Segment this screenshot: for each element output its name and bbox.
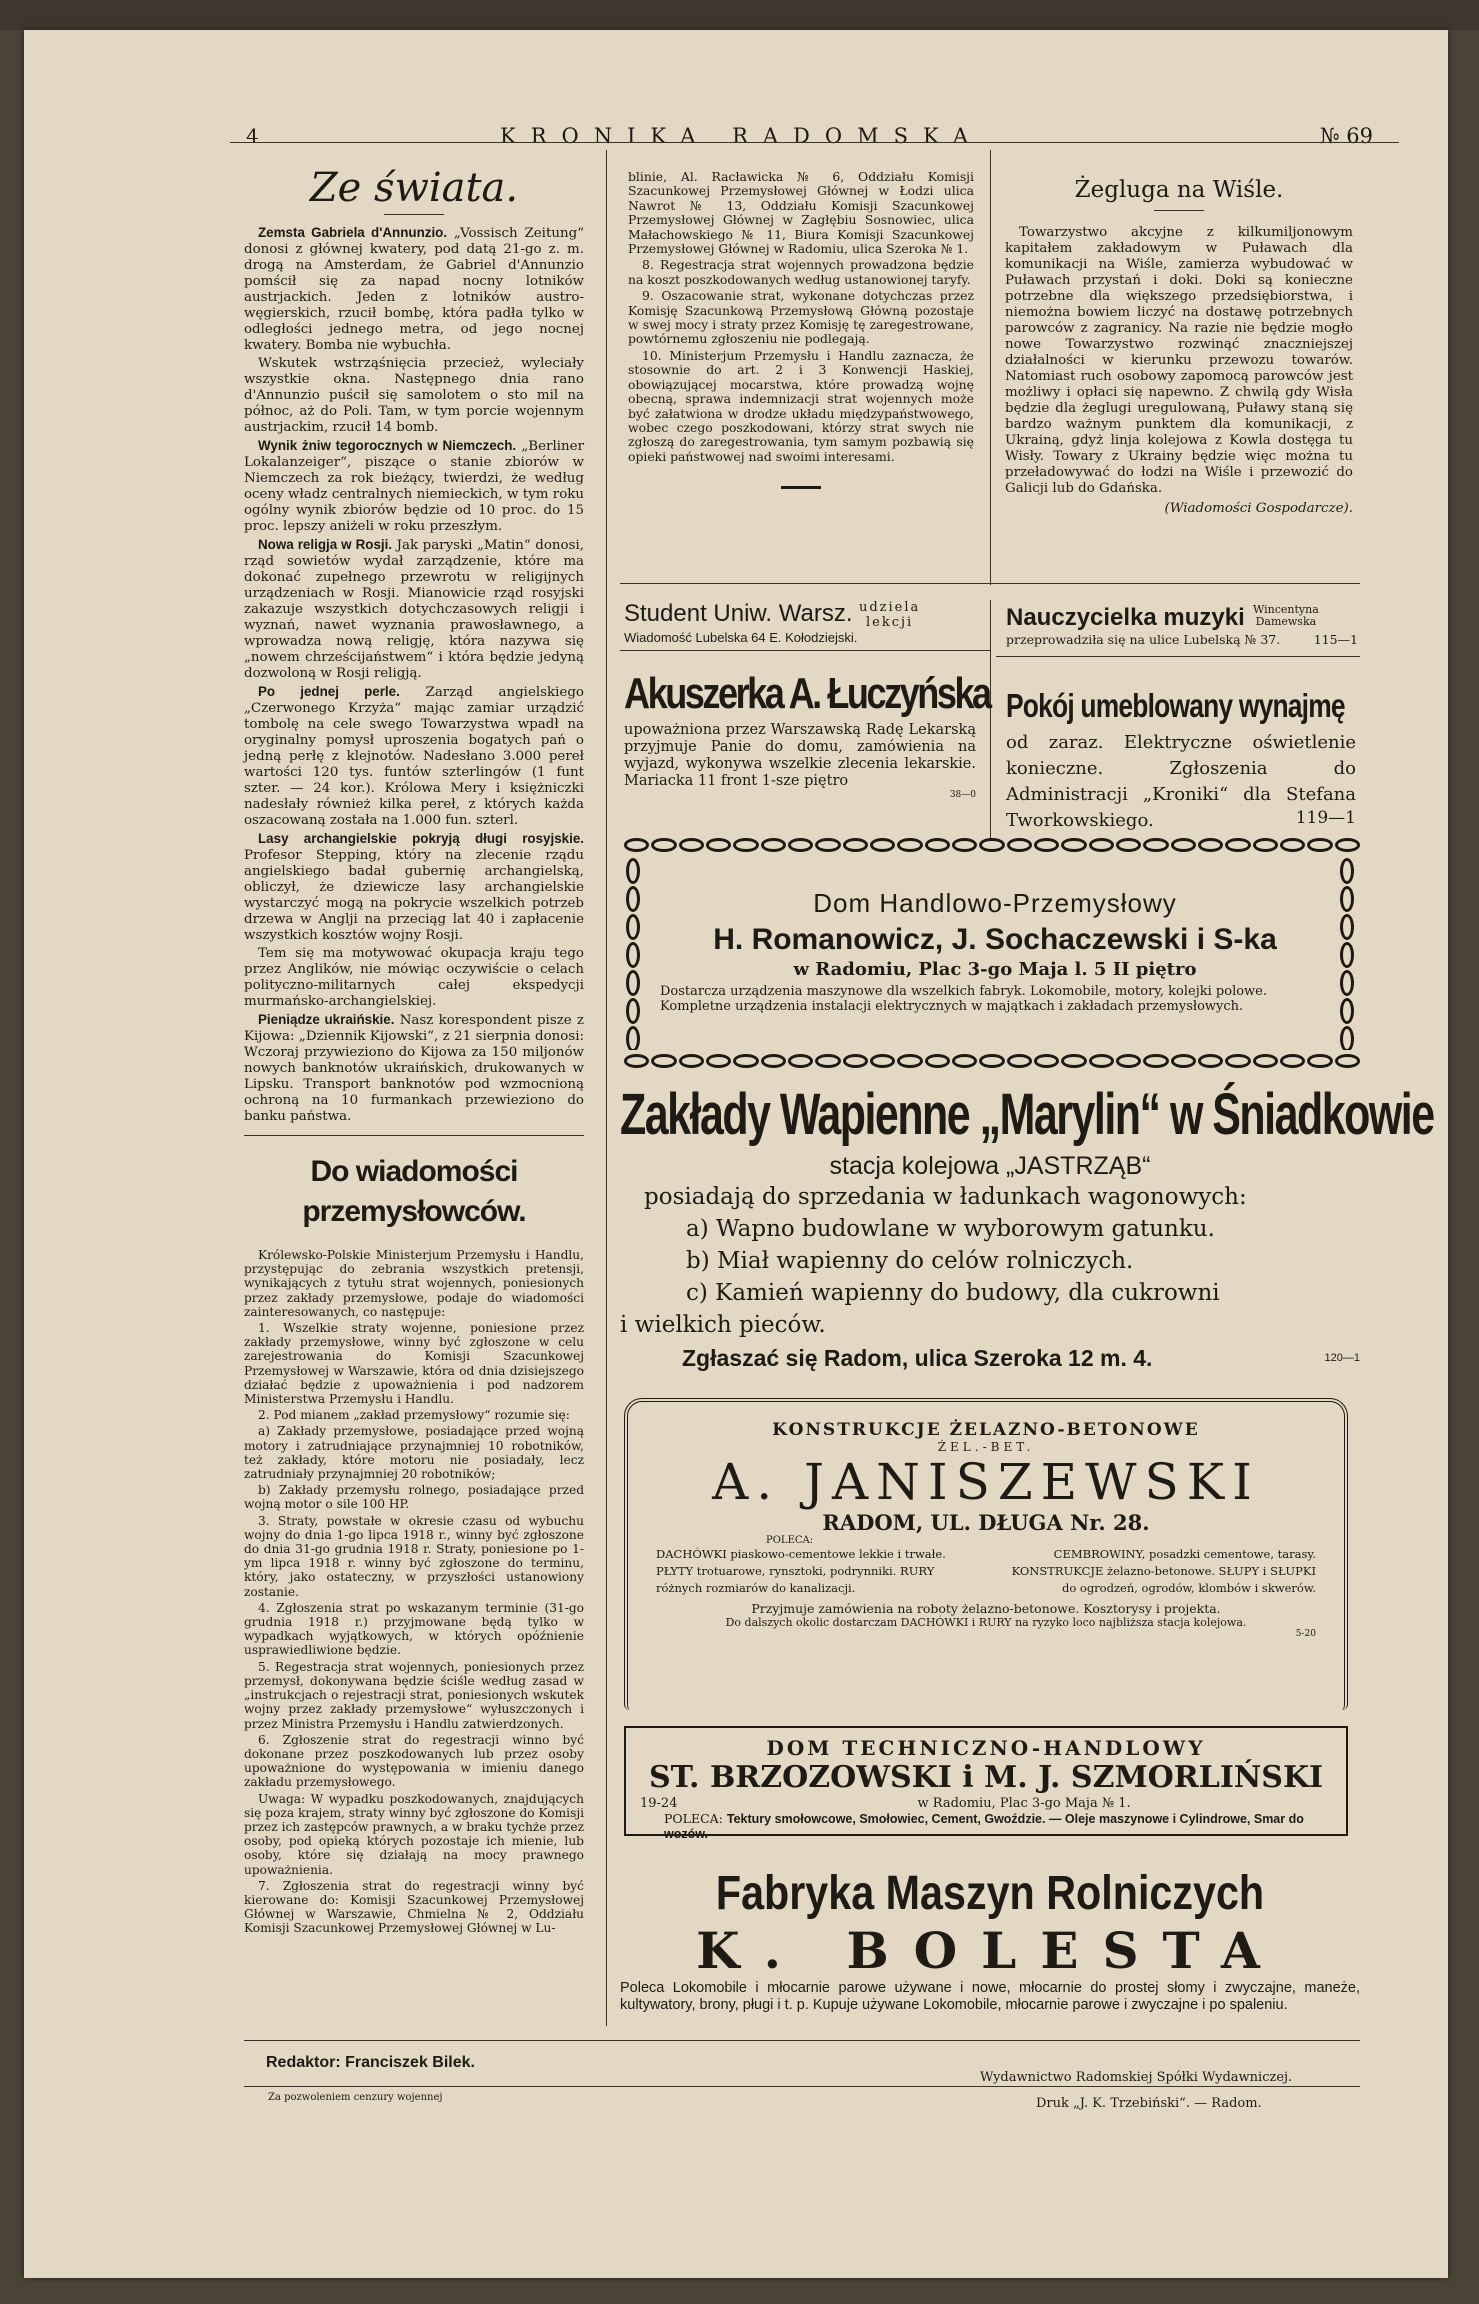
ad-code: 19-24 (640, 1796, 678, 1811)
section-title-industry: Do wiadomości przemysłowców. (302, 1155, 526, 1228)
ad-janiszewski (624, 1398, 1348, 1710)
ad-title: Nauczycielka muzyki (1006, 604, 1245, 631)
ad-heading: DOM TECHNICZNO-HANDLOWY (766, 1736, 1206, 1760)
ad-room (1006, 686, 1356, 831)
ad-code: 120—1 (1324, 1352, 1360, 1364)
ad-line: Do dalszych okolic dostarczam DACHÓWKI i RURY na ryzyko loco najbliższa stacja kolejowa. (725, 1616, 1247, 1629)
masthead: KRONIKA RADOMSKA (500, 124, 983, 148)
title-rule (1154, 210, 1204, 211)
ad-code: 115—1 (1313, 632, 1358, 647)
ad-firm-name: K. BOLESTA (696, 1921, 1284, 1980)
ad-address: w Radomiu, Plac 3-go Maja l. 5 II piętro (793, 959, 1197, 980)
article: Wynik żniw tegorocznych w Niemczech. „Berliner Lokalanzeiger“, piszące o stanie zbiorów w Niemczech za rok bieżący, twierdzi, że według oceny władz centralnych niemieckich, w tym roku ogólny wynik zbiorów będzie od 10 proc. do 15 proc. lepszy aniżeli w roku przeszłym. (244, 438, 584, 534)
ad-student (624, 600, 976, 645)
decorative-chain-border (624, 1054, 1360, 1068)
column-world-news (244, 165, 585, 1938)
footer-print: Druk „J. K. Trzebiński“. — Radom. (1036, 2096, 1262, 2111)
ad-title: Dom Handlowo-Przemysłowy (813, 888, 1177, 918)
ad-column: CEMBROWINY, posadzki cementowe, tarasy. KONSTRUKCJE żelazno-betonowe. SŁUPY i SŁUPKI do ogrodzeń, ogrodów, klombów i skwerów. (1011, 1547, 1316, 1595)
ad-dom-handlowy (660, 888, 1330, 1014)
scan-top-strip (0, 0, 1479, 30)
ad-title: Zakłady Wapienne „Marylin“ w Śniadkowie (620, 1082, 1434, 1147)
ad-marylin (620, 1080, 1434, 1375)
section-title-world: Ze świata. (309, 165, 519, 211)
section-rule (244, 1135, 584, 1136)
decorative-chain-border (1340, 858, 1354, 1050)
decorative-chain-border (626, 858, 640, 1050)
ad-body: od zaraz. Elektryczne oświetlenie konieczne. Zgłoszenia do Administracji „Kroniki“ dla Stefana Tworkowskiego. (1006, 732, 1356, 831)
end-mark (781, 486, 821, 489)
ad-address: RADOM, UL. DŁUGA Nr. 28. (822, 1510, 1150, 1535)
ad-side-text: udziela lekcji (858, 600, 921, 630)
ad-subheading: ŻEL.-BET. (937, 1440, 1035, 1454)
footer-censor: Za pozwoleniem cenzury wojennej (268, 2092, 443, 2103)
footer-rule (244, 2040, 1360, 2041)
ad-title: Akuszerka A. Łuczyńska (624, 669, 990, 718)
section-title-vistula: Żegluga na Wiśle. (1074, 177, 1284, 203)
article: Tem się ma motywować okupacja kraju tego przez Anglików, nie mówiąc oczywiście o celach polityczno-militarnych całej ekspedycji murmańsko-archangielskiej. (244, 946, 584, 1009)
issue-number: № 69 (1319, 124, 1373, 148)
ad-body: Tektury smołowcowe, Smołowiec, Cement, Gwoździe. — Oleje maszynowe i Cylindrowe, Smar do wozów. (664, 1812, 1304, 1841)
column-rule (606, 150, 607, 2026)
ad-techniczno (624, 1726, 1348, 1841)
ad-station: stacja kolejowa „JASTRZĄB“ (829, 1152, 1151, 1180)
ad-address: przeprowadziła się na ulice Lubelską № 37. (1006, 632, 1281, 647)
ad-title: Fabryka Maszyn Rolniczych (715, 1867, 1265, 1920)
ad-code: 119—1 (1295, 808, 1356, 828)
column-rule (990, 600, 991, 840)
ad-item: b) Miał wapienny do celów rolniczych. (686, 1248, 1134, 1274)
footer-rule (244, 2086, 1360, 2087)
ad-address: Wiadomość Lubelska 64 E. Kołodziejski. (624, 630, 858, 645)
ad-firm-name: H. Romanowicz, J. Sochaczewski i S-ka (713, 923, 1277, 956)
ad-label: POLECA: (766, 1535, 814, 1546)
article: Lasy archangielskie pokryją długi rosyjskie. Profesor Stepping, który na zlecenie rządu angielskiego badał gubernię archangielską, obliczył, że dziewicze lasy archangielskie wystarczyć mogą na pokrycie wszelkich potrzeb drzewa w Anglji na przeciąg lat 40 i zapłacenie wszystkich kosztów wojny Rosji. (244, 831, 584, 943)
column-vistula (1005, 170, 1353, 517)
ad-teacher (1006, 604, 1358, 647)
section-rule (996, 656, 1360, 657)
article: Pieniądze ukraińskie. Nasz korespondent pisze z Kijowa: „Dziennik Kijowski“, z 21 sierpnia donosi: Wczoraj przywieziono do Kijowa za 150 miljonów nowych banknotów ukraińskich, drukowanych w Lipsku. Transport banknotów pod wzmocnioną ochroną na 10 furmankach przewieziono do banku państwa. (244, 1012, 584, 1124)
ad-title: Pokój umeblowany wynajmę (1006, 687, 1345, 724)
decorative-chain-border (624, 838, 1360, 852)
article: Po jednej perle. Zarząd angielskiego „Czerwonego Krzyża“ mając zamiar urządzić tombolę na cele swego Towarzystwa wpadł na oryginalny pomysł uproszenia bogatych pań o jedną perłę z klejnotów. Nadesłano 3.000 pereł wartości 120 tys. funtów szterlingów (1 funt szter. — 24 kor.). Królowa Mery i księżniczki nadesłały również kilka pereł, z których każda oszacowaną została na 1.000 fun. szterl. (244, 684, 584, 828)
ad-heading: KONSTRUKCJE ŻELAZNO-BETONOWE (772, 1420, 1200, 1440)
ad-body: Dostarcza urządzenia maszynowe dla wszelkich fabryk. Lokomobile, motory, kolejki polowe. Kompletne urządzenia instalacji elektrycznych w majątkach i zakładach przemysłowych. (660, 984, 1268, 1014)
ad-item: a) Wapno budowlane w wyborowym gatunku. (686, 1216, 1215, 1242)
ad-item: i wielkich pieców. (620, 1312, 826, 1338)
ministry-notice: Królewsko-Polskie Ministerjum Przemysłu i Handlu, przystępując do zebrania wszystkich pretensji, wynikających z tytułu strat wojennych, poniesionych przez zakłady przemysłowe, podaje do wiadomości zainteresowanych, co następuje: 1. Wszelkie straty wojenne, poniesione przez zakłady przemysłowe, winny być zgłoszone w celu zarejestrowania do Komisji Szacunkowej Przemysłowej w Warszawie, która od dnia dzisiejszego działać będzie z upoważnienia i pod nadzorem Ministerstwa Przemysłu i Handlu. 2. Pod mianem „zakład przemysłowy“ rozumie się: a) Zakłady przemysłowe, posiadające przed wojną motory i zatrudniające przynajmniej 10 robotników, też zakłady, które motoru nie posiadały, lecz zatrudniały przynajmniej 20 robotników; b) Zakłady przemysłu rolnego, posiadające przed wojną motor o sile 100 HP. 3. Straty, powstałe w okresie czasu od wybuchu wojny do dnia 1-go lipca 1918 r., winny być zgłoszone do dnia 31-go grudnia 1918 r. Straty, poniesione po 1-ym lipca 1918 r. winny być zgłoszone do terminu, który, jako ostateczny, w przyszłości ustanowiony zostanie. 4. Zgłoszenia strat po wskazanym terminie (31-go grudnia 1918 r.) przyjmowane będą tylko w wypadkach wyjątkowych, w których opóźnienie usprawiedliwione będzie. 5. Regestracja strat wojennych, poniesionych przez przemysł, dokonywana będzie ściśle według zasad w „instrukcjach o rejestracji strat, poniesionych wskutek wojny przez zakłady przemysłowe“ wyłuszczonych i przez Ministra Przemysłu i Handlu zatwierdzonych. 6. Zgłoszenie strat do regestracji winno być dokonane przez poszkodowanych lub przez osoby upoważnione do występowania w imieniu danego zakładu przemysłowego. Uwaga: W wypadku poszkodowanych, znajdujących się poza krajem, straty winny być zgłoszone do Komisji przez ich zastępców prawnych, a w braku tychże przez osoby, pod opieką których pozostaje ich mienie, lub osoby, które się działają na mocy prawnego upoważnienia. 7. Zgłoszenia strat do regestracji winny być kierowane do: Komisji Szacunkowej Przemysłowej Głównej w Warszawie, Chmielna № 2, Oddziału Komisji Szacunkowej Przemysłowej Głównej w Lu- (244, 1248, 584, 1936)
ad-label: POLECA: (664, 1811, 723, 1826)
ad-bolesta (620, 1866, 1360, 2014)
ad-firm-name: A. JANISZEWSKI (712, 1453, 1260, 1511)
article: Nowa religja w Rosji. Jak paryski „Matin“ donosi, rząd sowietów wydał zarządzenie, które ma dokonać zupełnego przewrotu w religijnych urządzeniach w Rosji. Mianowicie rząd rosyjski zakazuje wszystkich dotychczasowych religji i wyznań, nawet wyznania prawosławnego, a wprowadza nową religję, która nazywa się „nowem chrześcijaństwem“ i która będzie jedyną dozwoloną w Rosji religją. (244, 537, 584, 681)
column-rule (990, 150, 991, 585)
section-rule (620, 650, 990, 651)
article: Zemsta Gabriela d'Annunzio. „Vossisch Zeitung“ donosi z głównej kwatery, pod datą 21-go z. m. drogą na Amsterdam, że Gabriel d'Annunzio pomścił się za napad nocny lotników austrjackich. Jeden z lotników austro-węgierskich, rzucił bombę, która padła tylko w odległości jednego metra, od jego nocnej kwatery. Bomba nie wybuchła. (244, 225, 585, 353)
ad-address: w Radomiu, Plac 3-go Maja № 1. (917, 1796, 1131, 1811)
ad-line: Przyjmuje zamówienia na roboty żelazno-betonowe. Kosztorysy i projekta. (751, 1601, 1221, 1616)
ad-code: 38—0 (949, 790, 976, 800)
ad-body: Poleca Lokomobile i młocarnie parowe używane i nowe, młocarnie do prostej słomy i zwyczajne, maneże, kultywatory, brony, pługi i t. p. Kupuje używane Lokomobile, młocarnie parowe i zwyczajne i po spaleniu. (620, 1980, 1360, 2013)
article: Towarzystwo akcyjne z kilkumiljonowym kapitałem zakładowym w Puławach dla komunikacji na Wiśle, zamierza wybudować w Puławach przystań i doki. Doki są konieczne potrzebne dla większego przedsiębiorstwa, i niemożna bowiem liczyć na dostawę potrzebnych parowców z zagranicy. Na razie nie będzie mogło nowe Towarzystwo rozwinąć znaczniejszej działalności w kierunku przewozu towarów. Natomiast ruch osobowy zapomocą parowców jest możliwy i opłaci się napewno. Z chwilą gdy Wisła będzie dla żeglugi uregulowaną, Puławy staną się bardzo ważnym punktem dla komunikacji, z Ukrainą, gdyż linja kolejowa z Kowla dostęga tu Wisły. Towary z Ukrainy będzie więc można tu przeładowywać do łodzi na Wiśle i przewozić do Galicji lub do Gdańska. (1005, 225, 1353, 496)
ad-code: 5-20 (1295, 1629, 1316, 1639)
ad-body: upoważniona przez Warszawską Radę Lekarską przyjmuje Panie do domu, zamówienia na wyjazd, wykonywa wszelkie zlecenia lekarskie. Mariacka 11 front 1-sze piętro (624, 722, 976, 789)
title-rule (384, 214, 444, 215)
article: Wskutek wstrząśnięcia przecież, wyleciały wszystkie okna. Następnego dnia rano d'Annunzio puścił się samolotem o sto mil na północ, aż do Poli. Tam, w tym porcie wojennym austrjackim, rzucił 14 bomb. (244, 356, 584, 435)
ad-item: c) Kamień wapienny do budowy, dla cukrowni (686, 1280, 1220, 1306)
footer-publisher: Wydawnictwo Radomskiej Spółki Wydawniczej. (980, 2070, 1293, 2085)
ad-side-text: Wincentyna Damewska (1253, 603, 1319, 628)
ad-midwife (624, 666, 990, 800)
ad-contact: Zgłaszać się Radom, ulica Szeroka 12 m. 4. (682, 1345, 1153, 1371)
ad-firm-name: ST. BRZOZOWSKI i M. J. SZMORLIŃSKI (648, 1760, 1324, 1795)
ad-column: DACHÓWKI piaskowo-cementowe lekkie i trwałe. PŁYTY trotuarowe, rynsztoki, podrynniki. RURY różnych rozmiarów do kanalizacji. (656, 1547, 946, 1595)
header-rule (230, 142, 1399, 143)
footer-editor: Redaktor: Franciszek Bilek. (266, 2054, 475, 2071)
column-notice-continued: blinie, Al. Racławicka № 6, Oddziału Komisji Szacunkowej Przemysłowej Głównej w Łodzi ulica Nawrot № 13, Oddziału Komisji Szacunkowej Przemysłowej Głównej w Zagłębiu Sosnowiec, ulica Małachowskiego № 11, Biura Komisji Szacunkowej Przemysłowej Głównej w Radomiu, ulica Szeroka № 1. 8. Regestracja strat wojennych prowadzona będzie na koszt poszkodowanych według ustanowionej taryfy. 9. Oszacowanie strat, wykonane dotychczas przez Komisję Szacunkową Przemysłową Główną pozostaje w swej mocy i straty przez Komisję tę zaregestrowane, powtórnemu zgłoszeniu nie podlegają. 10. Ministerjum Przemysłu i Handlu zaznacza, że stosownie do art. 2 i 3 Konwencji Haskiej, obowiązującej mocarstwa, które prowadzą wojnę obecną, sprawa indemnizacji strat wojennych może być załatwiona w drodze układu międzypaństwowego, wobec czego poszkodowani, którzy strat swych nie zgłoszą do zaregestrowania, tym samym pozbawią się opieki państwowej nad swoimi interesami. (628, 170, 974, 489)
ad-title: Student Uniw. Warsz. (624, 600, 853, 627)
section-rule (620, 583, 1360, 584)
page-number: 4 (246, 124, 259, 148)
ad-lead: posiadają do sprzedania w ładunkach wagonowych: (644, 1184, 1247, 1210)
article-source: (Wiadomości Gospodarcze). (1164, 501, 1353, 516)
